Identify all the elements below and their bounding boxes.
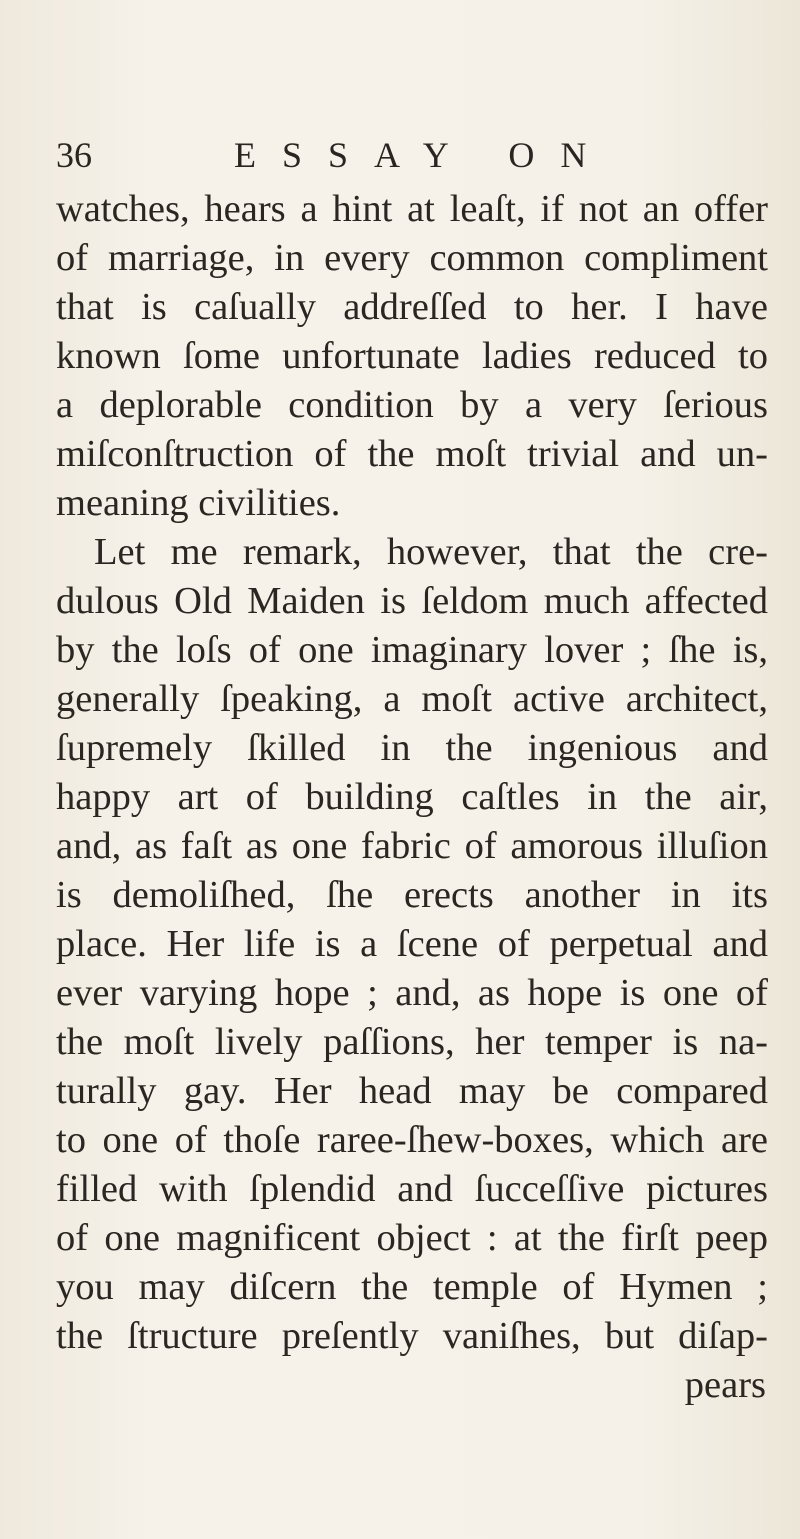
text-line: of marriage, in every common compliment	[56, 237, 768, 279]
text-line: generally ſpeaking, a moſt active architect,	[56, 678, 768, 720]
text-line: of one magnificent object : at the firſt peep	[56, 1217, 768, 1259]
text-line: to one of thoſe raree-ſhew-boxes, which are	[56, 1119, 768, 1161]
text-line: turally gay. Her head may be compared	[56, 1070, 768, 1112]
text-line: and, as faſt as one fabric of amorous illuſion	[56, 825, 768, 867]
text-line: happy art of building caſtles in the air,	[56, 776, 768, 818]
catchword: pears	[684, 1364, 766, 1406]
text-line: ever varying hope ; and, as hope is one of	[56, 972, 768, 1014]
text-line: that is caſually addreſſed to her. I have	[56, 286, 768, 328]
text-line: dulous Old Maiden is ſeldom much affected	[56, 580, 768, 622]
text-line: by the loſs of one imaginary lover ; ſhe is,	[56, 629, 768, 671]
page-number: 36	[56, 135, 92, 175]
text-line: a deplorable condition by a very ſerious	[56, 384, 768, 426]
text-line: is demoliſhed, ſhe erects another in its	[56, 874, 768, 916]
text-line: you may diſcern the temple of Hymen ;	[56, 1266, 768, 1308]
text-line: ſupremely ſkilled in the ingenious and	[56, 727, 768, 769]
text-line: the ſtructure preſently vaniſhes, but diſap-	[56, 1315, 768, 1357]
text-line: filled with ſplendid and ſucceſſive pictures	[56, 1168, 768, 1210]
running-head-title: ESSAY ON	[234, 135, 613, 175]
text-line: known ſome unfortunate ladies reduced to	[56, 335, 768, 377]
text-line: place. Her life is a ſcene of perpetual and	[56, 923, 768, 965]
body-text	[56, 185, 768, 1410]
running-head	[56, 130, 760, 180]
text-line: miſconſtruction of the moſt trivial and un-	[56, 433, 768, 475]
text-line: Let me remark, however, that the cre-	[94, 531, 768, 573]
text-line: watches, hears a hint at leaſt, if not an offer	[56, 188, 768, 230]
text-line: meaning civilities.	[56, 482, 341, 524]
text-line: the moſt lively paſſions, her temper is na-	[56, 1021, 768, 1063]
